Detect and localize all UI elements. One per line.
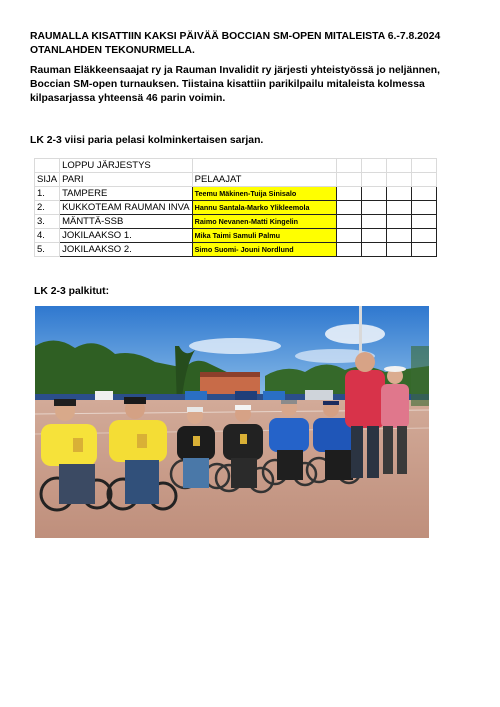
table-title: LOPPU JÄRJESTYS [60,159,193,173]
pair-cell: MÄNTTÄ-SSB [60,215,193,229]
players-cell: Hannu Santala-Marko Ylikleemola [192,201,336,215]
table-row [35,215,437,229]
intro-paragraph: Rauman Eläkkeensaajat ry ja Rauman Invalidit ry järjesti yhteistyössä jo neljännen, Boccian SM-open turnauksen. Tiistaina kisattiin parikilpailu mitaleista kolmessa kilpasarjassa yhteensä 46 parin voimin. [30,65,441,104]
header-pair: PARI [60,173,193,187]
awarded-heading: LK 2-3 palkitut: [34,286,110,297]
table-row [35,187,437,201]
players-cell: Simo Suomi- Jouni Nordlund [192,243,336,257]
table-row [35,201,437,215]
table-row [35,229,437,243]
pair-cell: JOKILAAKSO 1. [60,229,193,243]
players-cell: Mika Taimi Samuli Palmu [192,229,336,243]
rank-cell: 2. [35,201,60,215]
table-title-row [35,159,437,173]
pair-cell: KUKKOTEAM RAUMAN INVA [60,201,193,215]
players-cell: Teemu Mäkinen-Tuija Sinisalo [192,187,336,201]
results-table [34,158,437,257]
table-row [35,243,437,257]
players-cell: Raimo Nevanen-Matti Kingelin [192,215,336,229]
team-photo [35,306,429,538]
rank-cell: 1. [35,187,60,201]
section-heading: LK 2-3 viisi paria pelasi kolminkertaisen sarjan. [30,135,264,146]
table-header-row [35,173,437,187]
pair-cell: TAMPERE [60,187,193,201]
header-rank: SIJA [35,173,60,187]
rank-cell: 5. [35,243,60,257]
document-title: RAUMALLA KISATTIIN KAKSI PÄIVÄÄ BOCCIAN SM-OPEN MITALEISTA 6.-7.8.2024 OTANLAHDEN TEKONURMELLA. [30,31,441,56]
header-players: PELAAJAT [192,173,336,187]
pair-cell: JOKILAAKSO 2. [60,243,193,257]
rank-cell: 3. [35,215,60,229]
rank-cell: 4. [35,229,60,243]
